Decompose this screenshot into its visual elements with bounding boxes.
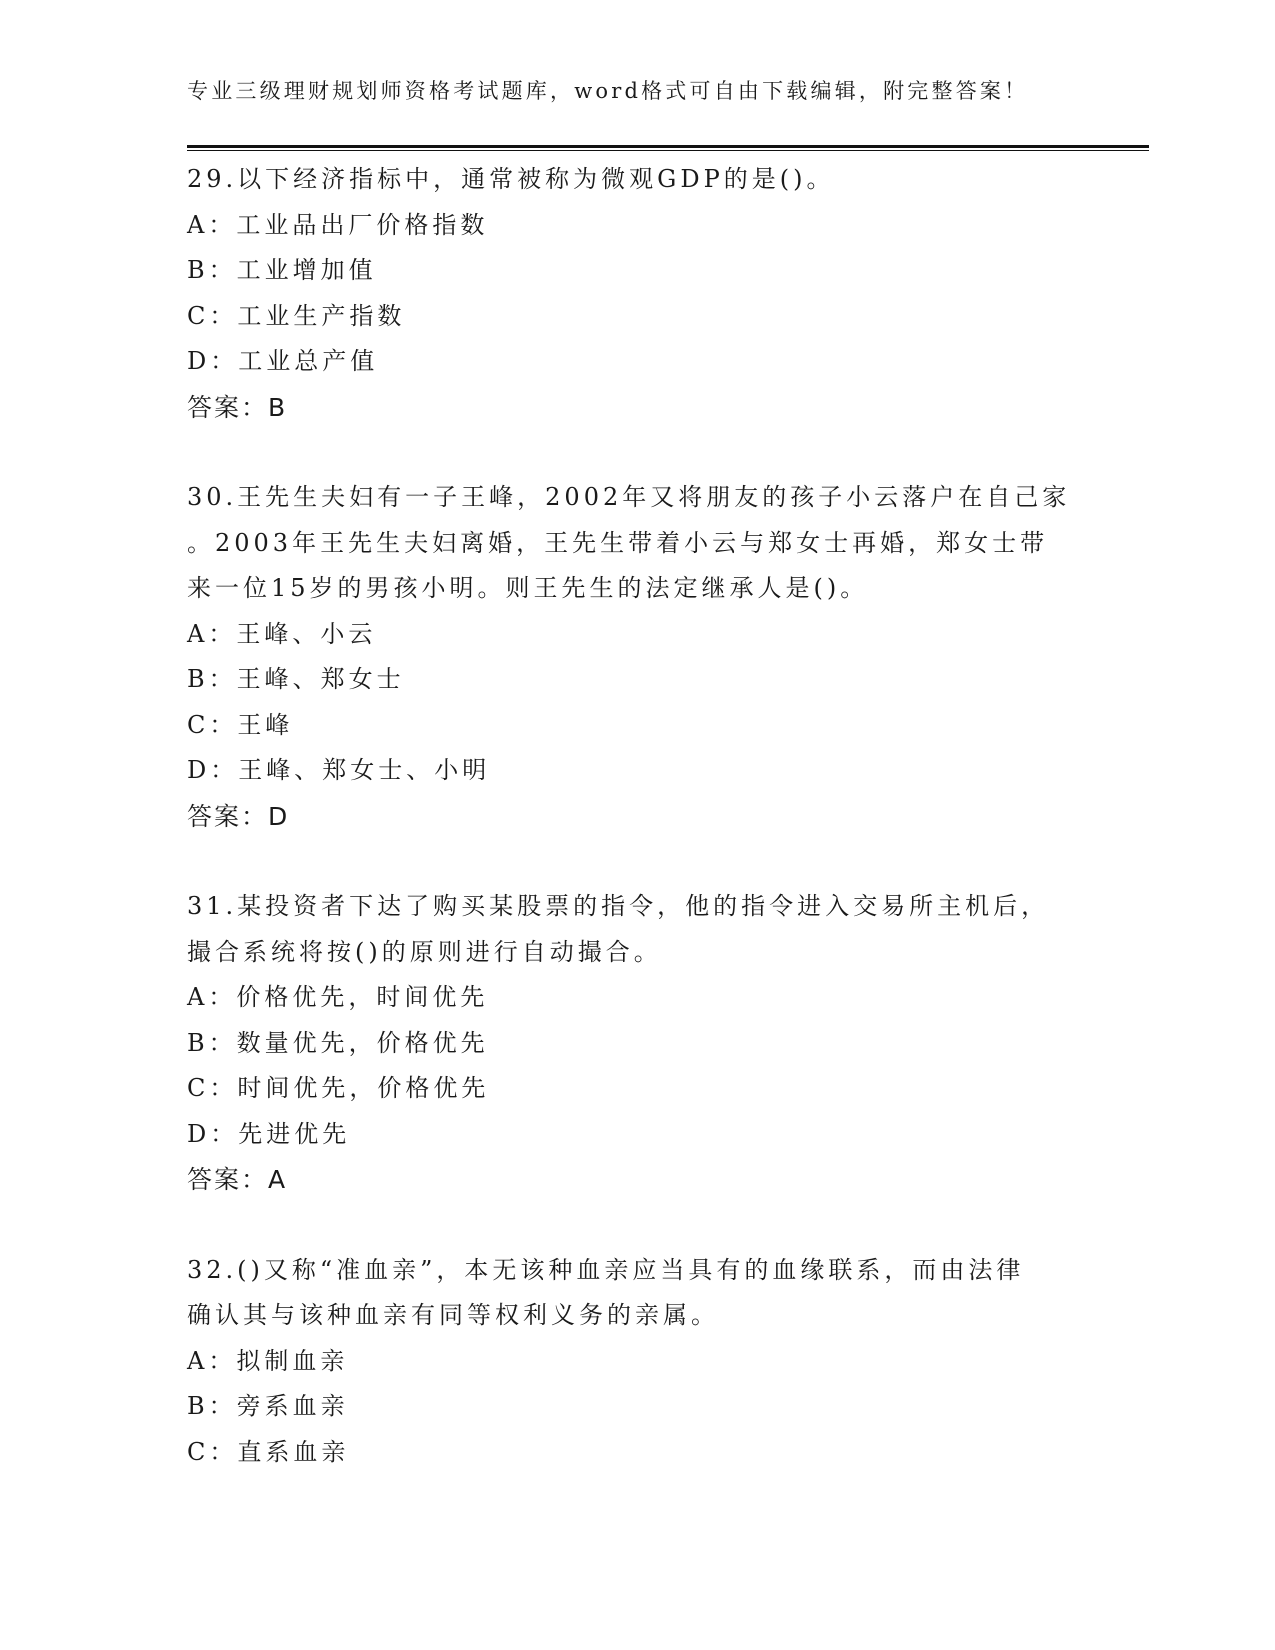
question-stem-line: 确认其与该种血亲有同等权利义务的亲属。: [187, 1301, 719, 1329]
option-d: D：王峰、郑女士、小明: [187, 756, 491, 784]
option-c: C：时间优先，价格优先: [187, 1074, 490, 1102]
option-b: B：工业增加值: [187, 256, 377, 284]
answer-line: 答案：D: [187, 801, 290, 831]
option-a: A：价格优先，时间优先: [187, 983, 489, 1011]
option-b: B：旁系血亲: [187, 1392, 349, 1420]
question-stem-line: 撮合系统将按()的原则进行自动撮合。: [187, 937, 662, 966]
question-29: [187, 157, 1087, 430]
option-c: C：直系血亲: [187, 1437, 350, 1466]
answer-line: 答案：A: [187, 1165, 288, 1194]
option-d: D：先进优先: [187, 1119, 351, 1148]
option-a: A：王峰、小云: [187, 619, 377, 648]
header-rule-thick: [187, 145, 1149, 148]
question-31: [187, 884, 1087, 1203]
question-list: [187, 157, 1087, 1520]
header-rule-thin: [187, 150, 1149, 151]
option-c: C：工业生产指数: [187, 301, 406, 330]
question-32: [187, 1248, 1087, 1476]
question-stem-line: 31.某投资者下达了购买某股票的指令，他的指令进入交易所主机后，: [187, 892, 1050, 920]
question-stem-line: 32.()又称“准血亲”，本无该种血亲应当具有的血缘联系，而由法律: [187, 1255, 1025, 1284]
option-b: B：王峰、郑女士: [187, 665, 405, 693]
option-c: C：王峰: [187, 710, 294, 739]
option-a: A：工业品出厂价格指数: [187, 210, 489, 239]
question-stem-line: 来一位15岁的男孩小明。则王先生的法定继承人是()。: [187, 574, 869, 602]
question-stem-line: 30.王先生夫妇有一子王峰，2002年又将朋友的孩子小云落户在自己家: [187, 483, 1071, 511]
option-a: A：拟制血亲: [187, 1346, 349, 1375]
answer-line: 答案：B: [187, 392, 288, 422]
question-stem-line: 。2003年王先生夫妇离婚，王先生带着小云与郑女士再婚，郑女士带: [187, 528, 1049, 557]
question-stem-line: 29.以下经济指标中，通常被称为微观GDP的是()。: [187, 165, 835, 193]
option-d: D：工业总产值: [187, 347, 379, 375]
option-b: B：数量优先，价格优先: [187, 1028, 489, 1057]
page-header: 专业三级理财规划师资格考试题库，word格式可自由下载编辑，附完整答案！: [187, 79, 1029, 103]
question-30: [187, 475, 1087, 839]
